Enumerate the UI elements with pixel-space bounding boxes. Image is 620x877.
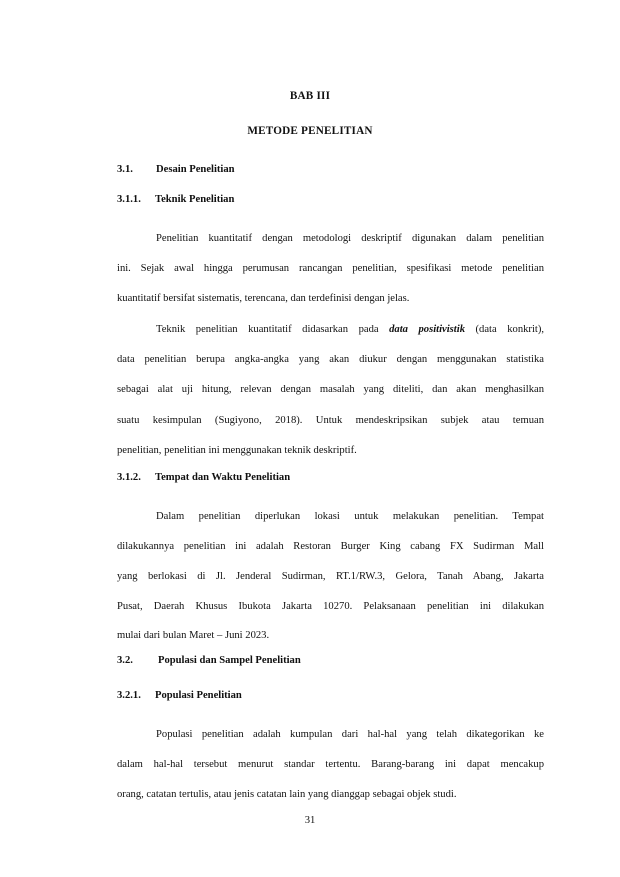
section-heading-3-1-2 — [0, 472, 620, 486]
paragraph-line: sebagai alat uji hitung, relevan dengan masalah yang diteliti, dan akan menghasilkan — [117, 384, 544, 395]
section-heading-3-2 — [0, 655, 620, 669]
paragraph-line: dilakukannya penelitian ini adalah Restoran Burger King cabang FX Sudirman Mall — [117, 541, 544, 552]
paragraph-line: ini. Sejak awal hingga perumusan rancangan penelitian, spesifikasi metode penelitian — [117, 263, 544, 274]
section-title: Desain Penelitian — [156, 164, 235, 175]
section-number: 3.2.1. — [117, 690, 141, 701]
section-heading-3-1-1 — [0, 194, 620, 208]
section-number: 3.1.1. — [117, 194, 141, 205]
paragraph-line: suatu kesimpulan (Sugiyono, 2018). Untuk mendeskripsikan subjek atau temuan — [117, 415, 544, 426]
chapter-label: BAB III — [289, 90, 331, 102]
paragraph-line: dalam hal-hal tersebut menurut standar tertentu. Barang-barang ini dapat mencakup — [117, 759, 544, 770]
section-title: Tempat dan Waktu Penelitian — [155, 472, 291, 483]
section-number: 3.1. — [117, 164, 133, 175]
section-title: Populasi Penelitian — [155, 690, 242, 701]
paragraph-line: kuantitatif bersifat sistematis, terencana, dan terdefinisi dengan jelas. — [117, 293, 410, 304]
emphasis-text: data positivistik — [389, 324, 465, 335]
text-run: Teknik penelitian kuantitatif didasarkan pada — [156, 324, 390, 335]
section-title: Populasi dan Sampel Penelitian — [158, 655, 301, 666]
section-number: 3.1.2. — [117, 472, 141, 483]
paragraph-line — [156, 323, 544, 337]
chapter-title: METODE PENELITIAN — [247, 125, 373, 137]
paragraph-line: Dalam penelitian diperlukan lokasi untuk melakukan penelitian. Tempat — [156, 511, 544, 522]
paragraph-line: penelitian, penelitian ini menggunakan teknik deskriptif. — [117, 445, 357, 456]
text-run: (data konkrit), — [465, 324, 545, 335]
paragraph-line: yang berlokasi di Jl. Jenderal Sudirman, RT.1/RW.3, Gelora, Tanah Abang, Jakarta — [117, 571, 544, 582]
section-heading-3-1 — [0, 164, 620, 178]
page-number: 31 — [304, 815, 316, 826]
paragraph-line: data penelitian berupa angka-angka yang akan diukur dengan menggunakan statistika — [117, 354, 544, 365]
paragraph-line: Penelitian kuantitatif dengan metodologi deskriptif digunakan dalam penelitian — [156, 233, 544, 244]
paragraph-line: mulai dari bulan Maret – Juni 2023. — [117, 630, 270, 641]
section-number: 3.2. — [117, 655, 133, 666]
section-heading-3-2-1 — [0, 690, 620, 704]
paragraph-line: orang, catatan tertulis, atau jenis catatan lain yang dianggap sebagai objek studi. — [117, 789, 457, 800]
section-title: Teknik Penelitian — [155, 194, 235, 205]
paragraph-line: Pusat, Daerah Khusus Ibukota Jakarta 10270. Pelaksanaan penelitian ini dilakukan — [117, 601, 544, 612]
paragraph-line: Populasi penelitian adalah kumpulan dari hal-hal yang telah dikategorikan ke — [156, 729, 544, 740]
